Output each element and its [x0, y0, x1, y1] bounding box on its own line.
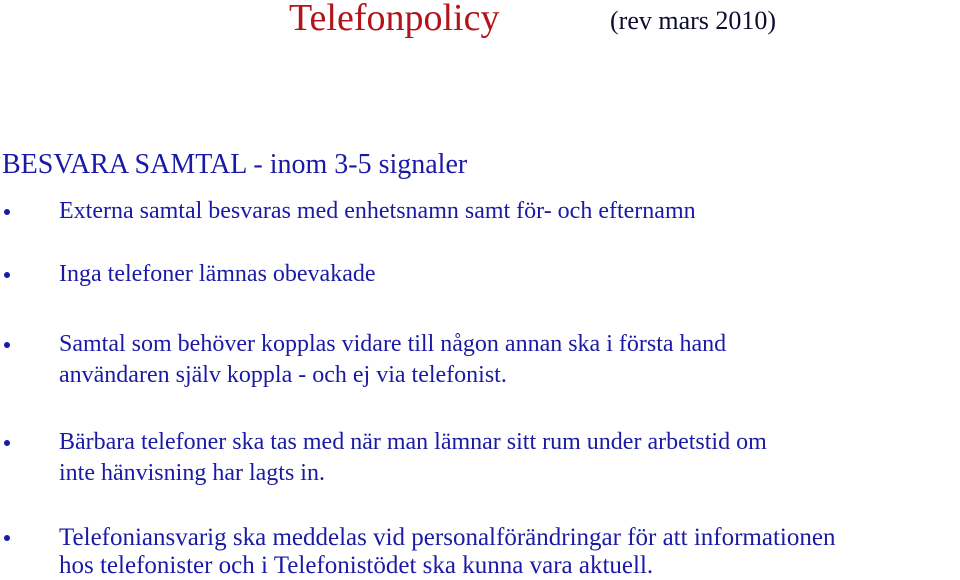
bullet-dot-icon — [4, 342, 10, 348]
bullet-line: Externa samtal besvaras med enhetsnamn samt för- och efternamn — [59, 198, 696, 224]
bullet-line: Inga telefoner lämnas obevakade — [59, 261, 376, 287]
bullet-dot-icon — [4, 209, 10, 215]
page-title: Telefonpolicy — [289, 0, 500, 39]
bullet-text — [59, 259, 959, 290]
bullet-text — [59, 329, 959, 391]
bullet-text — [59, 196, 959, 227]
bullet-dot-icon — [4, 535, 10, 541]
bullet-line: Samtal som behöver kopplas vidare till någon annan ska i första hand — [59, 331, 727, 357]
revision-note: (rev mars 2010) — [610, 6, 777, 35]
bullet-text — [59, 524, 959, 580]
bullet-dot-icon — [4, 440, 10, 446]
bullet-dot-icon — [4, 272, 10, 278]
bullet-line: Telefoniansvarig ska meddelas vid personalförändringar för att informationen — [59, 524, 836, 551]
bullet-line: Bärbara telefoner ska tas med när man lämnar sitt rum under arbetstid om — [59, 429, 767, 455]
section-heading: BESVARA SAMTAL - inom 3-5 signaler — [2, 149, 468, 180]
bullet-line: hos telefonister och i Telefonistödet ska kunna vara aktuell. — [59, 552, 654, 579]
bullet-text — [59, 427, 959, 489]
bullet-line: inte hänvisning har lagts in. — [59, 460, 325, 486]
bullet-line: användaren själv koppla - och ej via telefonist. — [59, 362, 507, 388]
